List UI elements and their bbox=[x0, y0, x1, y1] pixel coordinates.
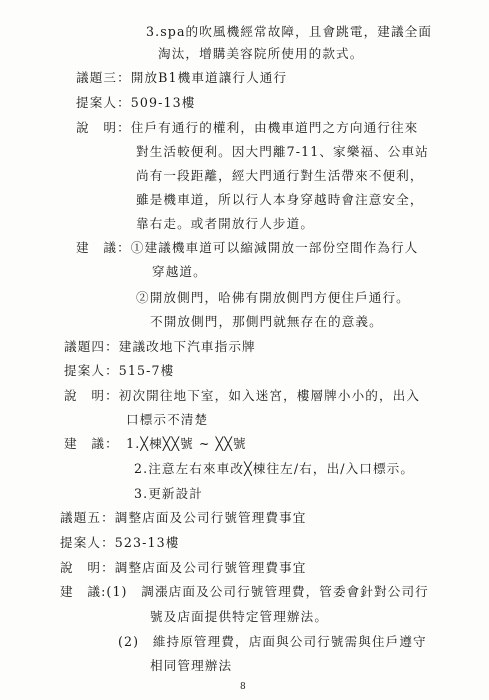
text-line: 說 明：初次開往地下室，如入迷宮，樓層牌小小的，出入 bbox=[64, 388, 421, 403]
text-line: ②開放側門，哈佛有開放側門方便住戶通行。 bbox=[136, 290, 410, 305]
section-heading: 議題三：開放B1機車道讓行人通行 bbox=[76, 70, 288, 85]
text-line: 穿越道。 bbox=[152, 264, 207, 279]
text-line: 建 議： 1.╳棟╳╳號 ~ ╳╳號 bbox=[64, 436, 247, 451]
text-line: (2) 維持原管理費，店面與公司行號需與住戶遵守 bbox=[118, 634, 427, 649]
text-line: 相同管理辦法 bbox=[150, 658, 233, 673]
page-number: 8 bbox=[240, 682, 246, 692]
text-line: 號及店面提供特定管理辦法。 bbox=[150, 609, 329, 624]
text-line: 口標示不清楚 bbox=[126, 412, 209, 427]
text-line: 提案人：509-13樓 bbox=[76, 95, 196, 110]
section-heading: 議題四：建議改地下汽車指示牌 bbox=[64, 339, 256, 354]
text-line: 不開放側門，那側門就無存在的意義。 bbox=[150, 314, 383, 329]
text-line: 建 議:(1) 調漲店面及公司行號管理費，管委會針對公司行 bbox=[60, 584, 429, 599]
text-line: 尚有一段距離，經大門通行對生活帶來不便利， bbox=[136, 168, 424, 183]
text-line: 說 明：調整店面及公司行號管理費事宜 bbox=[60, 560, 307, 575]
text-line: 3.更新設計 bbox=[134, 486, 203, 501]
text-line: 2.注意左右來車改╳棟往左/右，出/入口標示。 bbox=[134, 461, 415, 476]
text-line: 雖是機車道，所以行人本身穿越時會注意安全， bbox=[136, 192, 424, 207]
text-line: 提案人：515-7樓 bbox=[64, 363, 175, 378]
text-line: 對生活較便利。因大門離7-11、家樂福、公車站 bbox=[136, 144, 429, 159]
text-line: 靠右走。或者開放行人步道。 bbox=[136, 216, 315, 231]
section-heading: 議題五：調整店面及公司行號管理費事宜 bbox=[60, 510, 307, 525]
text-line: 3.spa的吹風機經常故障，且會跳電，建議全面 bbox=[146, 24, 433, 39]
text-line: 淘汰，增購美容院所使用的款式。 bbox=[158, 46, 364, 61]
text-line: 建 議：①建議機車道可以縮減開放一部份空間作為行人 bbox=[76, 240, 419, 255]
text-line: 說 明：住戶有通行的權利，由機車道門之方向通行往來 bbox=[76, 120, 419, 135]
text-line: 提案人：523-13樓 bbox=[60, 535, 180, 550]
